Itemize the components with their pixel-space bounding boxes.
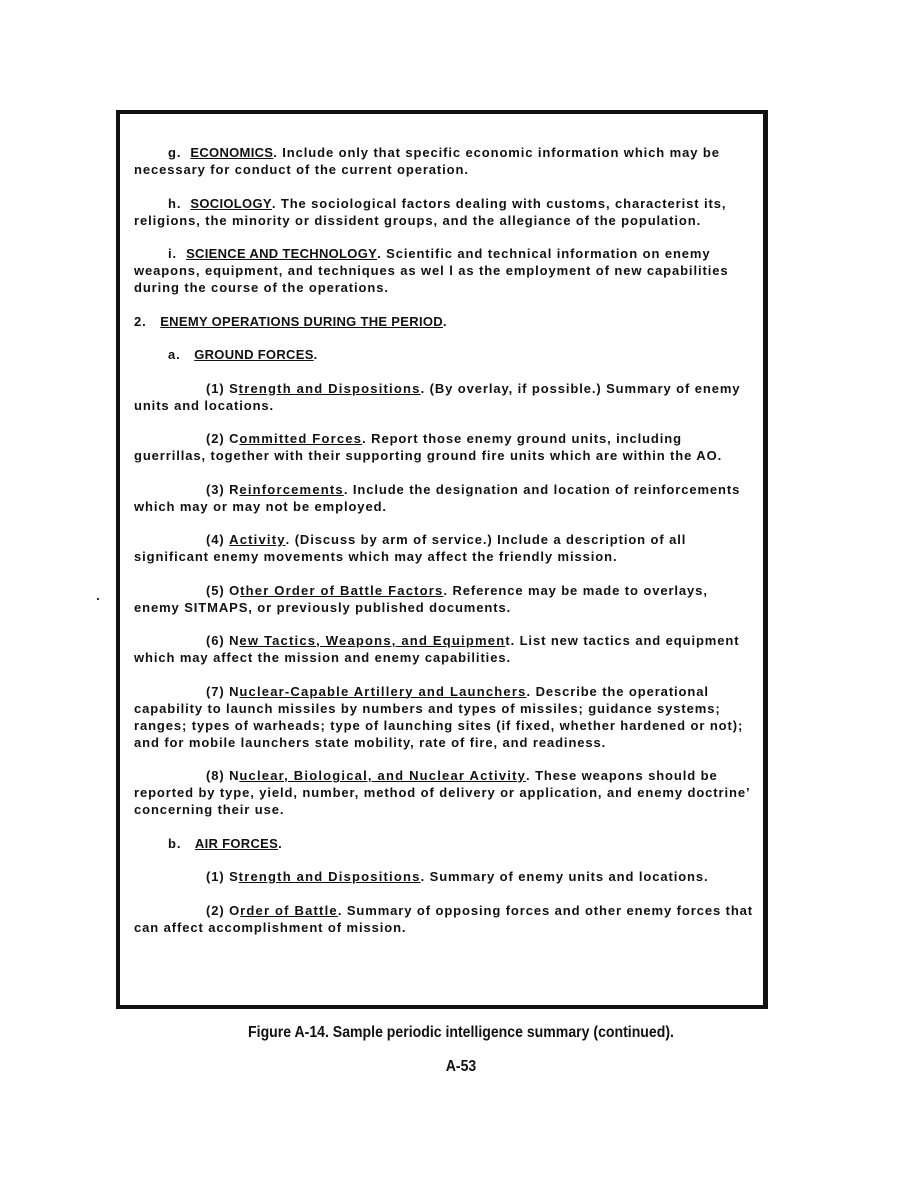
scan-speck: [97, 598, 99, 600]
item-a6-new-tactics: [134, 632, 756, 666]
subsection-a-ground-forces: [134, 346, 756, 363]
item-label: (8) N: [206, 768, 240, 783]
item-body: . Report those enemy ground units, including guerrillas, together with their supporting ground fire units which are within the AO.: [134, 431, 723, 463]
section-title: ENEMY OPERATIONS DURING THE PERIOD: [160, 313, 443, 329]
document-body: [134, 144, 756, 952]
item-a8-nbc-activity: [134, 767, 756, 818]
subsection-b-air-forces: [134, 835, 756, 852]
paragraph-title: SCIENCE AND TECHNOLOGY: [186, 246, 378, 261]
item-title: uclear-Capable Artillery and Launchers: [239, 683, 527, 699]
item-title: uclear, Biological, and Nuclear Activity: [239, 768, 527, 783]
item-a3-reinforcements: [134, 481, 756, 515]
item-body: . (Discuss by arm of service.) Include a description of all significant enemy movements which may affect the friendly mission.: [134, 532, 687, 564]
item-label: (2) O: [206, 902, 241, 918]
item-title: ew Tactics, Weapons, and Equipmen: [239, 633, 506, 648]
paragraph-body: . Include only that specific economic information which may be necessary for conduct of the current operation.: [134, 145, 720, 177]
item-label: (6) N: [206, 633, 240, 648]
item-title: einforcements: [239, 481, 344, 497]
paragraph-body: . The sociological factors dealing with customs, characterist its, religions, the minority or dissident groups, and the allegiance of the population.: [134, 195, 727, 228]
item-a1-strength-dispositions: [134, 380, 756, 414]
figure-caption: Figure A-14. Sample periodic intelligence summary (continued).: [248, 1024, 674, 1041]
paragraph-h-sociology: [134, 195, 756, 229]
item-body: . Reference may be made to overlays, enemy SITMAPS, or previously published documents.: [134, 582, 708, 615]
paragraph-body: . Scientific and technical information on enemy weapons, equipment, and techniques as wel l as the employment of new capabilities during the course of the operations.: [134, 246, 729, 295]
item-a5-other-order-of-battle: [134, 582, 756, 616]
item-b2-order-of-battle: [134, 902, 756, 936]
item-label: (1) S: [206, 380, 239, 396]
item-b1-strength-dispositions: [134, 868, 756, 885]
item-a2-committed-forces: [134, 430, 756, 464]
item-body: . Summary of enemy units and locations.: [420, 869, 709, 884]
item-body: . Include the designation and location of reinforcements which may or may not be employed.: [134, 481, 741, 514]
item-label: (1) S: [206, 869, 239, 884]
item-a7-nuclear-capable-artillery: [134, 683, 756, 751]
paragraph-label: g.: [168, 145, 182, 160]
item-label: (2) C: [206, 431, 240, 446]
subsection-title: GROUND FORCES: [194, 347, 314, 362]
page-number: A-53: [445, 1058, 477, 1075]
paragraph-i-science-technology: [134, 245, 756, 296]
subsection-body: .: [313, 347, 319, 362]
item-body: . These weapons should be reported by type, yield, number, method of delivery or application, and enemy doctrine’ concerning their use.: [134, 768, 750, 817]
item-body: . (By overlay, if possible.) Summary of enemy units and locations.: [134, 380, 741, 413]
subsection-label: b.: [168, 835, 182, 851]
item-body: . Summary of opposing forces and other enemy forces that can affect accomplishment of mission.: [134, 902, 754, 935]
section-2-enemy-operations: [134, 313, 756, 330]
item-title: trength and Dispositions: [238, 380, 421, 396]
subsection-body: .: [278, 835, 283, 851]
subsection-label: a.: [168, 347, 181, 362]
item-label: (5) O: [206, 582, 241, 598]
item-label: (3) R: [206, 481, 240, 497]
paragraph-title: SOCIOLOGY: [190, 195, 272, 211]
subsection-title: AIR FORCES: [194, 835, 279, 851]
section-label: 2.: [134, 313, 147, 329]
item-title: trength and Dispositions: [238, 869, 421, 884]
item-body: . Describe the operational capability to launch missiles by numbers and types of missiles; guidance systems; ranges; types of warheads; type of launching sites (if fixed, whether hardened or not); and for mobile launchers state mobility, rate of fire, and readiness.: [134, 683, 744, 750]
item-title: Activity: [229, 532, 286, 547]
item-label: (4): [206, 532, 230, 547]
paragraph-title: ECONOMICS: [190, 145, 274, 160]
paragraph-label: i.: [168, 246, 178, 261]
paragraph-g-economics: [134, 144, 756, 178]
item-title: ther Order of Battle Factors: [240, 582, 444, 598]
item-title: ommitted Forces: [239, 431, 363, 446]
item-body: t. List new tactics and equipment which may affect the mission and enemy capabilities.: [134, 633, 740, 665]
item-title: rder of Battle: [240, 902, 338, 918]
item-a4-activity: [134, 531, 756, 565]
paragraph-label: h.: [168, 195, 182, 211]
item-label: (7) N: [206, 683, 240, 699]
section-body: .: [442, 313, 448, 329]
